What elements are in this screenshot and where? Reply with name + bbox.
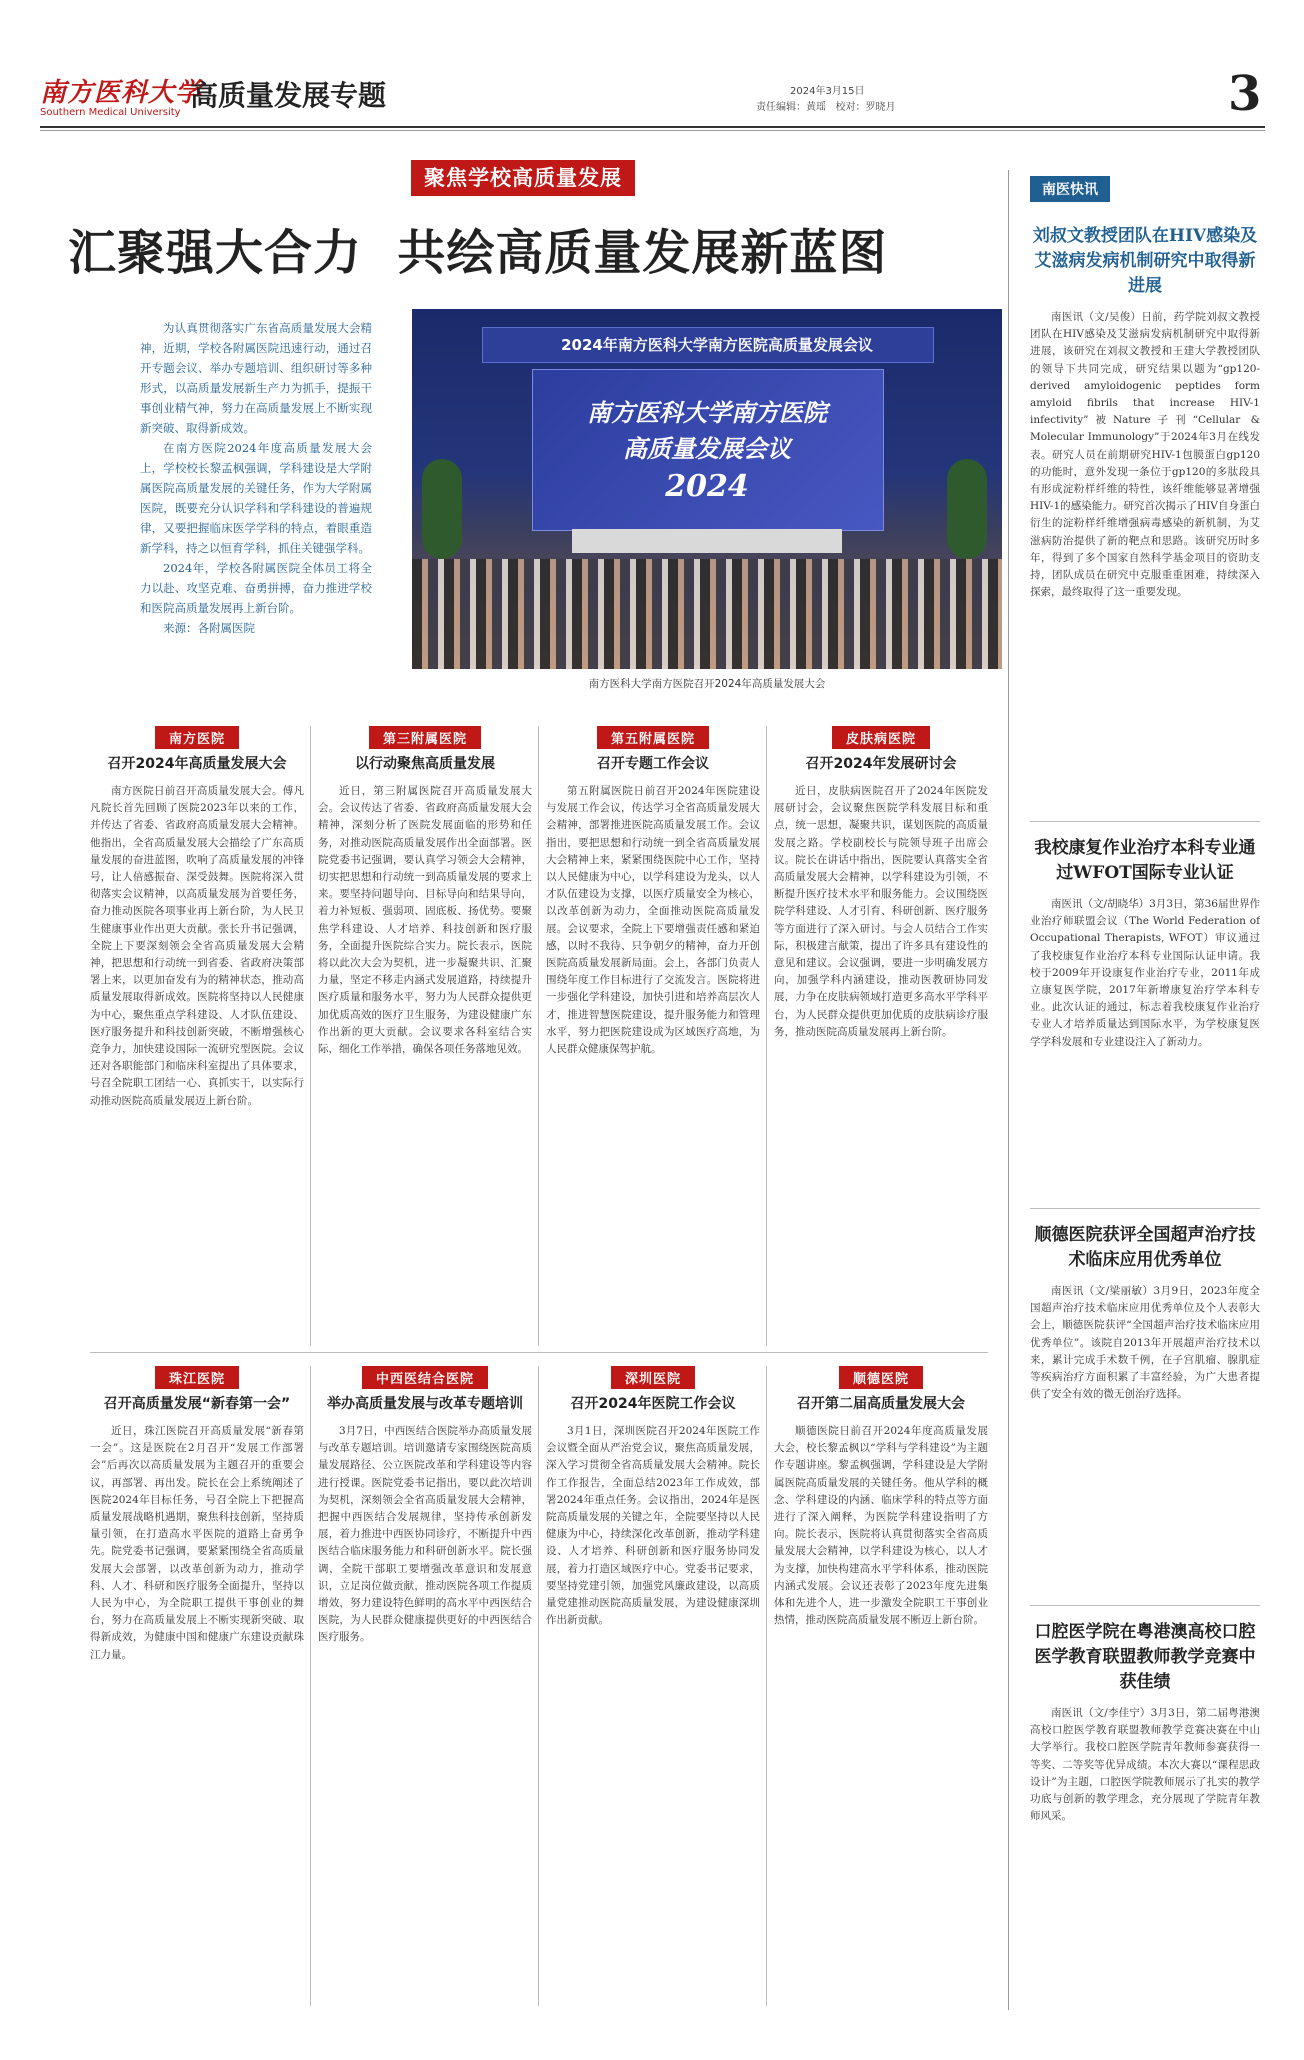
lead-paragraph: 2024年，学校各附属医院全体员工将全力以赴、攻坚克难、奋勇拼搏，奋力推进学校和医院高质量发展再上新台阶。 — [140, 561, 372, 615]
section-divider — [90, 1352, 988, 1353]
column-body: 第五附属医院日前召开2024年医院建设与发展工作会议，传达学习全省高质量发展大会精神，部署推进医院高质量发展工作。会议指出，要把思想和行动统一到全省高质量发展大会精神上来，紧紧围绕医院中心工作，坚持以人民健康为中心，以学科建设为龙头，以人才队伍建设为支撑，以医疗质量安全为核心，以改革创新为动力，全面推动医院高质量发展。会议要求，全院上下要增强责任感和紧迫感，以时不我待、只争朝夕的精神，奋力开创医院高质量发展新局面。会上，各部门负责人围绕年度工作目标进行了交流发言。医院将进一步强化学科建设，加快引进和培养高层次人才，推进智慧医院建设，提升服务能力和管理水平，努力把医院建设成为区域医疗高地，为人民群众健康保驾护航。 — [546, 785, 760, 1056]
lead-paragraph: 在南方医院2024年度高质量发展大会上，学校校长黎孟枫强调，学科建设是大学附属医院高质量发展的关键任务，作为大学附属医院，既要充分认识学科和学科建设的普遍规律，又要把握临床医学学科的特点，着眼重造新学科，持之以恒育学科，抓住关键强学科。 — [140, 441, 372, 555]
column-divider — [766, 1366, 767, 2006]
column-tag: 中西医结合医院 — [362, 1366, 488, 1389]
column-divider — [538, 726, 539, 1346]
sidebar-divider — [1008, 170, 1009, 2010]
column-body: 3月7日，中西医结合医院举办高质量发展与改革专题培训。培训邀请专家围绕医院高质量发展路径、公立医院改革和学科建设等内容进行授课。医院党委书记指出，要以此次培训为契机，深刻领会全省高质量发展大会精神，把握中西医结合发展规律，坚持传承创新发展，着力推进中西医协同诊疗，不断提升中西医结合临床服务能力和科研创新水平。院长强调，全院干部职工要增强改革意识和发展意识，立足岗位做贡献，推动医院各项工作提质增效，努力建设特色鲜明的高水平中西医结合医院，为人民群众健康提供更好的中西医结合医疗服务。 — [318, 1425, 532, 1644]
column-tag: 深圳医院 — [611, 1366, 695, 1389]
issue-date: 2024年3月15日 — [790, 86, 865, 97]
column-title: 召开高质量发展“新春第一会” — [103, 1396, 291, 1412]
section-banner: 聚焦学校高质量发展 — [411, 160, 635, 196]
editor-label: 责任编辑：黄瑶 — [756, 102, 826, 113]
sidebar-header: 南医快讯 — [1030, 176, 1110, 202]
masthead — [40, 72, 930, 120]
backdrop-year: 2024 — [665, 469, 749, 504]
sidebar-item-body: 南医讯（文/李佳宁）3月3日，第二届粤港澳高校口腔医学教育联盟教师教学竞赛决赛在中山大学举行。我校口腔医学院青年教师参赛获得一等奖、二等奖等优异成绩。本次大赛以“课程思政设计”为主题，口腔医学院教师展示了扎实的教学功底与创新的教学理念，充分展现了学院青年教师风采。 — [1030, 1707, 1260, 1823]
column-title: 召开专题工作会议 — [597, 756, 709, 772]
column-body: 顺德医院日前召开2024年度高质量发展大会，校长黎孟枫以“学科与学科建设”为主题作专题讲座。黎孟枫强调，学科建设是大学附属医院高质量发展的关键任务。他从学科的概念、学科建设的内涵、临床学科的特点等方面进行了深入阐释，为医院学科建设指明了方向。院长表示，医院将认真贯彻落实全省高质量发展大会精神，以学科建设为核心，以人才为支撑，加快构建高水平学科体系，推动医院内涵式发展。会议还表彰了2023年度先进集体和先进个人，进一步激发全院职工干事创业热情，推动医院高质量发展不断迈上新台阶。 — [774, 1425, 988, 1627]
masthead-rule — [40, 126, 1265, 128]
news-column — [546, 726, 760, 1343]
column-title: 召开2024年发展研讨会 — [805, 756, 957, 772]
sidebar-item-title: 顺德医院获评全国超声治疗技术临床应用优秀单位 — [1034, 1225, 1256, 1270]
news-column — [318, 726, 532, 1343]
column-title: 以行动聚焦高质量发展 — [355, 756, 495, 772]
lead-text — [140, 318, 372, 678]
column-divider — [766, 726, 767, 1346]
sidebar-item-body: 南医讯（文/梁丽敏）3月9日，2023年度全国超声治疗技术临床应用优秀单位及个人表彰大会上，顺德医院获评“全国超声治疗技术临床应用优秀单位”。该院自2013年开展超声治疗技术以来，累计完成手术数千例，在子宫肌瘤、腺肌症等疾病治疗方面积累了丰富经验，为广大患者提供了安全有效的微无创治疗选择。 — [1030, 1285, 1260, 1401]
column-body: 南方医院日前召开高质量发展大会。傅凡凡院长首先回顾了医院2023年以来的工作，并传达了省委、省政府高质量发展大会精神。他指出，全省高质量发展大会描绘了广东高质量发展的奋进蓝图，吹响了高质量发展的冲锋号，让人倍感振奋、深受鼓舞。医院将深入贯彻落实会议精神，以高质量发展为首要任务，奋力推动医院各项事业再上新台阶，为人民卫生健康事业作出更大贡献。张长升书记强调，全院上下要深刻领会全省高质量发展大会精神，把思想和行动统一到省委、省政府决策部署上来，以更加奋发有为的精神状态，推动高质量发展取得新成效。医院将坚持以人民健康为中心，聚焦重点学科建设、人才队伍建设、医疗服务提升和科技创新突破，不断增强核心竞争力，加快建设国际一流研究型医院。会议还对各职能部门和临床科室提出了具体要求，号召全院职工团结一心、真抓实干，以实际行动推动医院高质量发展迈上新台阶。 — [90, 785, 304, 1107]
column-divider — [310, 726, 311, 1346]
column-tag: 皮肤病医院 — [832, 726, 930, 749]
logo-mark — [40, 72, 202, 118]
stage-table — [572, 529, 842, 553]
news-column — [774, 1366, 988, 2003]
column-body: 3月1日，深圳医院召开2024年医院工作会议暨全面从严治党会议，聚焦高质量发展，深入学习贯彻全省高质量发展大会精神。院长作工作报告，全面总结2023年工作成效，部署2024年重点任务。会议指出，2024年是医院高质量发展的关键之年，全院要坚持以人民健康为中心，持续深化改革创新，推动学科建设、人才培养、科研创新和医疗服务协同发展，着力打造区域医疗中心。党委书记要求，要坚持党建引领，加强党风廉政建设，以高质量党建推动医院高质量发展，为建设健康深圳作出新贡献。 — [546, 1425, 760, 1627]
news-column — [774, 726, 988, 1343]
column-tag: 珠江医院 — [155, 1366, 239, 1389]
news-column — [318, 1366, 532, 2003]
school-name-cn: 南方医科大学 — [40, 78, 203, 108]
sidebar-item — [1030, 1620, 1260, 1935]
school-name-en: Southern Medical University — [40, 107, 181, 118]
column-title: 召开2024年高质量发展大会 — [107, 756, 287, 772]
editor-credit — [756, 98, 896, 113]
sidebar-item — [1030, 224, 1260, 809]
sidebar-item — [1030, 1223, 1260, 1593]
news-column — [90, 726, 304, 1343]
sidebar-item-title: 口腔医学院在粤港澳高校口腔医学教育联盟教师教学竞赛中获佳绩 — [1034, 1622, 1256, 1692]
sidebar-separator — [1030, 1208, 1260, 1209]
plant-right — [947, 459, 987, 559]
sidebar-item-title: 我校康复作业治疗本科专业通过WFOT国际专业认证 — [1034, 838, 1256, 883]
column-divider — [310, 1366, 311, 2006]
news-column — [546, 1366, 760, 2003]
column-title: 召开第二届高质量发展大会 — [797, 1396, 965, 1412]
column-divider — [538, 1366, 539, 2006]
column-body: 近日，皮肤病医院召开了2024年医院发展研讨会，会议聚焦医院学科发展目标和重点，统一思想，凝聚共识，谋划医院的高质量发展之路。学校副校长与院领导班子出席会议。院长在讲话中指出，医院要认真落实全省高质量发展大会精神，以学科建设为引领，不断提升医疗技术水平和服务能力。会议围绕医院学科建设、人才引育、科研创新、医疗服务等方面进行了深入研讨。与会人员结合工作实际，积极建言献策，提出了许多具有建设性的意见和建议。会议强调，要进一步明确发展方向，加强学科内涵建设，推动医教研协同发展，力争在皮肤病领域打造更多高水平学科平台，为人民群众提供更加优质的皮肤病诊疗服务，推动医院高质量发展再上新台阶。 — [774, 785, 988, 1038]
backdrop-line2: 高质量发展会议 — [623, 434, 791, 463]
masthead-rule-thin — [40, 130, 1265, 131]
proof-label: 校对：罗晓月 — [835, 102, 896, 113]
screen-title: 2024年南方医科大学南方医院高质量发展会议 — [561, 336, 873, 354]
column-title: 举办高质量发展与改革专题培训 — [327, 1396, 523, 1412]
headline: 汇聚强大合力 共绘高质量发展新蓝图 — [68, 225, 888, 281]
conference-photo — [412, 309, 1002, 669]
column-tag: 南方医院 — [155, 726, 239, 749]
page-number: 3 — [1228, 66, 1262, 122]
plant-left — [422, 459, 462, 559]
sidebar-separator — [1030, 1605, 1260, 1606]
photo-caption: 南方医科大学南方医院召开2024年高质量发展大会 — [588, 678, 826, 690]
news-column — [90, 1366, 304, 2003]
column-body: 近日，第三附属医院召开高质量发展大会。会议传达了省委、省政府高质量发展大会精神，深刻分析了医院发展面临的形势和任务，对推动医院高质量发展作出全面部署。医院党委书记强调，要认真学习领会大会精神，切实把思想和行动统一到高质量发展的要求上来。要坚持问题导向、目标导向和结果导向，着力补短板、强弱项、固底板、扬优势。要聚焦学科建设、人才培养、科技创新和医疗服务，全面提升医院综合实力。院长表示，医院将以此次大会为契机，进一步凝聚共识、汇聚力量，坚定不移走内涵式发展道路，持续提升医疗质量和服务水平，努力为人民群众提供更加优质高效的医疗卫生服务，为建设健康广东作出新的更大贡献。会议要求各科室结合实际，细化工作举措，确保各项任务落地见效。 — [318, 785, 532, 1056]
sidebar — [1030, 176, 1260, 1935]
section-title: 高质量发展专题 — [190, 79, 387, 112]
sidebar-item-title: 刘叔文教授团队在HIV感染及艾滋病发病机制研究中取得新进展 — [1032, 226, 1258, 296]
audience — [412, 559, 1002, 669]
sidebar-separator — [1030, 821, 1260, 822]
column-tag: 第五附属医院 — [597, 726, 709, 749]
sidebar-item — [1030, 836, 1260, 1196]
column-tag: 第三附属医院 — [369, 726, 481, 749]
sidebar-item-body: 南医讯（文/吴俊）日前，药学院刘叔文教授团队在HIV感染及艾滋病发病机制研究中取得新进展，该研究在刘叔文教授和王建大学教授团队的领导下共同完成，研究结果以题为“gp120-derived amyloidogenic peptides form amyloid fibrils that increase HIV-1 infectivity”被Nature子刊“Cellular & Molecular Immunology”于2024年3月在线发表。研究人员在前期研究HIV-1包膜蛋白gp120的功能时，意外发现一条位于gp120的多肽段具有形成淀粉样纤维的特性，该纤维能够显著增强HIV-1的感染能力。研究首次揭示了HIV自身蛋白衍生的淀粉样纤维增强病毒感染的新机制，为艾滋病防治提供了新的靶点和思路。该研究历时多年，得到了多个国家自然科学基金项目的资助支持，团队成员在研究中克服重重困难，持续深入探索，最终取得了这一重要发现。 — [1030, 311, 1260, 599]
backdrop-line1: 南方医科大学南方医院 — [587, 398, 827, 427]
sidebar-item-body: 南医讯（文/胡晓华）3月3日，第36届世界作业治疗师联盟会议（The World Federation of Occupational Therapists, WFOT）审议通过了我校康复作业治疗本科专业国际认证申请。我校于2009年开设康复作业治疗专业，2011年成立康复医学院，2017年新增康复治疗学本科专业。此次认证的通过，标志着我校康复作业治疗专业人才培养质量达到国际水平，为学校康复医学学科发展和专业建设注入了新动力。 — [1030, 898, 1260, 1048]
column-title: 召开2024年医院工作会议 — [570, 1396, 736, 1412]
lead-source: 来源：各附属医院 — [163, 621, 255, 635]
column-tag: 顺德医院 — [839, 1366, 923, 1389]
lead-paragraph: 为认真贯彻落实广东省高质量发展大会精神，近期，学校各附属医院迅速行动，通过召开专题会议、举办专题培训、组织研讨等多种形式，以高质量发展新生产力为抓手，提振干事创业精气神，努力在高质量发展上不断实现新突破、取得新成效。 — [140, 321, 372, 435]
column-body: 近日，珠江医院召开高质量发展“新春第一会”。这是医院在2月召开“发展工作部署会”后再次以高质量发展为主题召开的重要会议，再部署、再出发。院长在会上系统阐述了医院2024年目标任务，号召全院上下把握高质量发展战略机遇期，聚焦科技创新，坚持质量引领，在打造高水平医院的道路上奋勇争先。院党委书记强调，要紧紧围绕全省高质量发展大会部署，以改革创新为动力，推动学科、人才、科研和医疗服务全面提升，坚持以人民为中心，为全院职工提供干事创业的舞台，努力在高质量发展上不断实现新突破、取得新成效，为健康中国和健康广东建设贡献珠江力量。 — [90, 1425, 304, 1661]
